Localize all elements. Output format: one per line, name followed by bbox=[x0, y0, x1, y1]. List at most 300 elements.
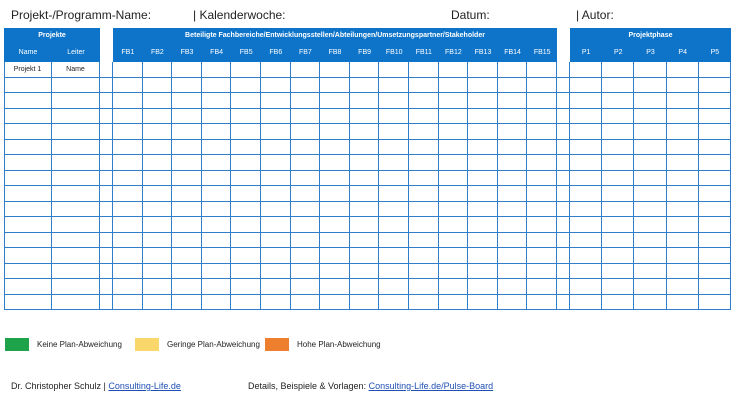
department-status-cell[interactable] bbox=[498, 171, 528, 187]
department-status-cell[interactable] bbox=[468, 93, 498, 109]
project-name-cell[interactable] bbox=[4, 233, 52, 249]
department-status-cell[interactable] bbox=[202, 155, 232, 171]
department-status-cell[interactable] bbox=[143, 217, 173, 233]
phase-status-cell[interactable] bbox=[634, 155, 666, 171]
phase-status-cell[interactable] bbox=[634, 109, 666, 125]
department-status-cell[interactable] bbox=[350, 109, 380, 125]
department-status-cell[interactable] bbox=[320, 264, 350, 280]
phase-status-cell[interactable] bbox=[602, 186, 634, 202]
department-status-cell[interactable] bbox=[350, 233, 380, 249]
phase-status-cell[interactable] bbox=[634, 202, 666, 218]
department-status-cell[interactable] bbox=[113, 109, 143, 125]
phase-status-cell[interactable] bbox=[667, 93, 699, 109]
phase-status-cell[interactable] bbox=[634, 248, 666, 264]
department-status-cell[interactable] bbox=[350, 279, 380, 295]
phase-status-cell[interactable] bbox=[602, 62, 634, 78]
department-status-cell[interactable] bbox=[261, 140, 291, 156]
department-status-cell[interactable] bbox=[261, 295, 291, 311]
project-name-cell[interactable] bbox=[4, 186, 52, 202]
department-status-cell[interactable] bbox=[172, 109, 202, 125]
department-status-cell[interactable] bbox=[202, 279, 232, 295]
department-status-cell[interactable] bbox=[172, 202, 202, 218]
phase-status-cell[interactable] bbox=[667, 109, 699, 125]
phase-status-cell[interactable] bbox=[570, 217, 602, 233]
department-status-cell[interactable] bbox=[350, 264, 380, 280]
phase-status-cell[interactable] bbox=[699, 62, 731, 78]
department-status-cell[interactable] bbox=[379, 264, 409, 280]
project-lead-cell[interactable] bbox=[52, 217, 100, 233]
department-status-cell[interactable] bbox=[291, 155, 321, 171]
department-status-cell[interactable] bbox=[291, 78, 321, 94]
department-status-cell[interactable] bbox=[379, 217, 409, 233]
phase-status-cell[interactable] bbox=[634, 217, 666, 233]
department-status-cell[interactable] bbox=[291, 279, 321, 295]
department-status-cell[interactable] bbox=[350, 124, 380, 140]
department-status-cell[interactable] bbox=[439, 279, 469, 295]
department-status-cell[interactable] bbox=[143, 186, 173, 202]
department-status-cell[interactable] bbox=[320, 202, 350, 218]
phase-status-cell[interactable] bbox=[602, 295, 634, 311]
footer-details-link[interactable]: Consulting-Life.de/Pulse-Board bbox=[368, 381, 494, 391]
phase-status-cell[interactable] bbox=[667, 155, 699, 171]
phase-status-cell[interactable] bbox=[699, 295, 731, 311]
phase-status-cell[interactable] bbox=[634, 279, 666, 295]
department-status-cell[interactable] bbox=[439, 155, 469, 171]
department-status-cell[interactable] bbox=[527, 140, 557, 156]
phase-status-cell[interactable] bbox=[570, 78, 602, 94]
department-status-cell[interactable] bbox=[468, 202, 498, 218]
project-lead-cell[interactable] bbox=[52, 140, 100, 156]
department-status-cell[interactable] bbox=[143, 155, 173, 171]
department-status-cell[interactable] bbox=[291, 93, 321, 109]
department-status-cell[interactable] bbox=[409, 62, 439, 78]
department-status-cell[interactable] bbox=[261, 78, 291, 94]
department-status-cell[interactable] bbox=[113, 279, 143, 295]
department-status-cell[interactable] bbox=[143, 140, 173, 156]
phase-status-cell[interactable] bbox=[602, 264, 634, 280]
department-status-cell[interactable] bbox=[172, 171, 202, 187]
department-status-cell[interactable] bbox=[291, 186, 321, 202]
department-status-cell[interactable] bbox=[468, 264, 498, 280]
department-status-cell[interactable] bbox=[231, 264, 261, 280]
project-name-cell[interactable] bbox=[4, 140, 52, 156]
department-status-cell[interactable] bbox=[498, 124, 528, 140]
department-status-cell[interactable] bbox=[202, 93, 232, 109]
department-status-cell[interactable] bbox=[231, 171, 261, 187]
department-status-cell[interactable] bbox=[143, 171, 173, 187]
department-status-cell[interactable] bbox=[409, 186, 439, 202]
department-status-cell[interactable] bbox=[143, 78, 173, 94]
phase-status-cell[interactable] bbox=[699, 202, 731, 218]
department-status-cell[interactable] bbox=[498, 279, 528, 295]
department-status-cell[interactable] bbox=[439, 295, 469, 311]
phase-status-cell[interactable] bbox=[570, 202, 602, 218]
department-status-cell[interactable] bbox=[261, 279, 291, 295]
phase-status-cell[interactable] bbox=[602, 248, 634, 264]
department-status-cell[interactable] bbox=[439, 233, 469, 249]
department-status-cell[interactable] bbox=[291, 109, 321, 125]
department-status-cell[interactable] bbox=[143, 248, 173, 264]
department-status-cell[interactable] bbox=[439, 248, 469, 264]
project-lead-cell[interactable] bbox=[52, 279, 100, 295]
department-status-cell[interactable] bbox=[113, 295, 143, 311]
department-status-cell[interactable] bbox=[261, 62, 291, 78]
department-status-cell[interactable] bbox=[409, 93, 439, 109]
department-status-cell[interactable] bbox=[527, 93, 557, 109]
department-status-cell[interactable] bbox=[202, 78, 232, 94]
department-status-cell[interactable] bbox=[498, 233, 528, 249]
phase-status-cell[interactable] bbox=[634, 78, 666, 94]
phase-status-cell[interactable] bbox=[570, 295, 602, 311]
department-status-cell[interactable] bbox=[172, 62, 202, 78]
phase-status-cell[interactable] bbox=[602, 78, 634, 94]
department-status-cell[interactable] bbox=[231, 233, 261, 249]
department-status-cell[interactable] bbox=[350, 217, 380, 233]
project-lead-cell[interactable] bbox=[52, 78, 100, 94]
phase-status-cell[interactable] bbox=[667, 202, 699, 218]
department-status-cell[interactable] bbox=[468, 171, 498, 187]
department-status-cell[interactable] bbox=[291, 295, 321, 311]
footer-author-link[interactable]: Consulting-Life.de bbox=[108, 381, 181, 391]
department-status-cell[interactable] bbox=[527, 155, 557, 171]
department-status-cell[interactable] bbox=[143, 233, 173, 249]
phase-status-cell[interactable] bbox=[570, 279, 602, 295]
department-status-cell[interactable] bbox=[527, 78, 557, 94]
department-status-cell[interactable] bbox=[468, 217, 498, 233]
department-status-cell[interactable] bbox=[172, 295, 202, 311]
department-status-cell[interactable] bbox=[409, 155, 439, 171]
phase-status-cell[interactable] bbox=[570, 109, 602, 125]
phase-status-cell[interactable] bbox=[699, 109, 731, 125]
department-status-cell[interactable] bbox=[379, 62, 409, 78]
department-status-cell[interactable] bbox=[439, 202, 469, 218]
department-status-cell[interactable] bbox=[172, 233, 202, 249]
department-status-cell[interactable] bbox=[113, 140, 143, 156]
department-status-cell[interactable] bbox=[291, 124, 321, 140]
department-status-cell[interactable] bbox=[468, 248, 498, 264]
department-status-cell[interactable] bbox=[498, 140, 528, 156]
department-status-cell[interactable] bbox=[320, 124, 350, 140]
phase-status-cell[interactable] bbox=[667, 279, 699, 295]
phase-status-cell[interactable] bbox=[602, 202, 634, 218]
phase-status-cell[interactable] bbox=[667, 186, 699, 202]
department-status-cell[interactable] bbox=[202, 140, 232, 156]
department-status-cell[interactable] bbox=[379, 124, 409, 140]
department-status-cell[interactable] bbox=[439, 186, 469, 202]
phase-status-cell[interactable] bbox=[699, 233, 731, 249]
phase-status-cell[interactable] bbox=[602, 93, 634, 109]
department-status-cell[interactable] bbox=[379, 171, 409, 187]
project-lead-cell[interactable] bbox=[52, 93, 100, 109]
department-status-cell[interactable] bbox=[231, 93, 261, 109]
department-status-cell[interactable] bbox=[498, 217, 528, 233]
department-status-cell[interactable] bbox=[468, 155, 498, 171]
department-status-cell[interactable] bbox=[143, 202, 173, 218]
department-status-cell[interactable] bbox=[231, 109, 261, 125]
department-status-cell[interactable] bbox=[291, 171, 321, 187]
department-status-cell[interactable] bbox=[409, 264, 439, 280]
phase-status-cell[interactable] bbox=[667, 295, 699, 311]
department-status-cell[interactable] bbox=[143, 109, 173, 125]
department-status-cell[interactable] bbox=[143, 62, 173, 78]
department-status-cell[interactable] bbox=[468, 62, 498, 78]
department-status-cell[interactable] bbox=[409, 78, 439, 94]
department-status-cell[interactable] bbox=[320, 78, 350, 94]
department-status-cell[interactable] bbox=[527, 202, 557, 218]
department-status-cell[interactable] bbox=[261, 124, 291, 140]
department-status-cell[interactable] bbox=[439, 140, 469, 156]
department-status-cell[interactable] bbox=[231, 62, 261, 78]
department-status-cell[interactable] bbox=[379, 202, 409, 218]
department-status-cell[interactable] bbox=[409, 279, 439, 295]
department-status-cell[interactable] bbox=[113, 93, 143, 109]
project-name-cell[interactable] bbox=[4, 78, 52, 94]
phase-status-cell[interactable] bbox=[634, 233, 666, 249]
department-status-cell[interactable] bbox=[113, 155, 143, 171]
department-status-cell[interactable] bbox=[468, 233, 498, 249]
phase-status-cell[interactable] bbox=[699, 248, 731, 264]
project-name-cell[interactable] bbox=[4, 279, 52, 295]
department-status-cell[interactable] bbox=[261, 233, 291, 249]
department-status-cell[interactable] bbox=[202, 109, 232, 125]
department-status-cell[interactable] bbox=[143, 93, 173, 109]
phase-status-cell[interactable] bbox=[634, 93, 666, 109]
department-status-cell[interactable] bbox=[113, 186, 143, 202]
department-status-cell[interactable] bbox=[527, 217, 557, 233]
phase-status-cell[interactable] bbox=[699, 155, 731, 171]
phase-status-cell[interactable] bbox=[699, 186, 731, 202]
department-status-cell[interactable] bbox=[291, 233, 321, 249]
phase-status-cell[interactable] bbox=[570, 62, 602, 78]
phase-status-cell[interactable] bbox=[634, 62, 666, 78]
phase-status-cell[interactable] bbox=[667, 233, 699, 249]
department-status-cell[interactable] bbox=[320, 186, 350, 202]
department-status-cell[interactable] bbox=[113, 264, 143, 280]
department-status-cell[interactable] bbox=[379, 248, 409, 264]
department-status-cell[interactable] bbox=[439, 109, 469, 125]
department-status-cell[interactable] bbox=[350, 171, 380, 187]
department-status-cell[interactable] bbox=[350, 248, 380, 264]
department-status-cell[interactable] bbox=[172, 217, 202, 233]
department-status-cell[interactable] bbox=[409, 295, 439, 311]
department-status-cell[interactable] bbox=[261, 264, 291, 280]
phase-status-cell[interactable] bbox=[602, 279, 634, 295]
phase-status-cell[interactable] bbox=[699, 264, 731, 280]
department-status-cell[interactable] bbox=[113, 62, 143, 78]
department-status-cell[interactable] bbox=[231, 140, 261, 156]
department-status-cell[interactable] bbox=[379, 233, 409, 249]
department-status-cell[interactable] bbox=[439, 217, 469, 233]
phase-status-cell[interactable] bbox=[667, 264, 699, 280]
department-status-cell[interactable] bbox=[468, 109, 498, 125]
department-status-cell[interactable] bbox=[409, 171, 439, 187]
project-name-cell[interactable] bbox=[4, 202, 52, 218]
phase-status-cell[interactable] bbox=[667, 171, 699, 187]
department-status-cell[interactable] bbox=[527, 295, 557, 311]
phase-status-cell[interactable] bbox=[570, 248, 602, 264]
department-status-cell[interactable] bbox=[202, 233, 232, 249]
department-status-cell[interactable] bbox=[409, 202, 439, 218]
project-lead-cell[interactable] bbox=[52, 155, 100, 171]
department-status-cell[interactable] bbox=[202, 186, 232, 202]
phase-status-cell[interactable] bbox=[667, 78, 699, 94]
department-status-cell[interactable] bbox=[498, 109, 528, 125]
department-status-cell[interactable] bbox=[409, 248, 439, 264]
department-status-cell[interactable] bbox=[261, 155, 291, 171]
department-status-cell[interactable] bbox=[172, 140, 202, 156]
department-status-cell[interactable] bbox=[409, 233, 439, 249]
department-status-cell[interactable] bbox=[113, 171, 143, 187]
phase-status-cell[interactable] bbox=[634, 124, 666, 140]
department-status-cell[interactable] bbox=[498, 62, 528, 78]
department-status-cell[interactable] bbox=[379, 279, 409, 295]
department-status-cell[interactable] bbox=[409, 140, 439, 156]
department-status-cell[interactable] bbox=[468, 295, 498, 311]
project-name-cell[interactable] bbox=[4, 109, 52, 125]
phase-status-cell[interactable] bbox=[634, 264, 666, 280]
phase-status-cell[interactable] bbox=[602, 124, 634, 140]
department-status-cell[interactable] bbox=[379, 78, 409, 94]
project-name-cell[interactable] bbox=[4, 124, 52, 140]
department-status-cell[interactable] bbox=[291, 248, 321, 264]
project-name-cell[interactable] bbox=[4, 171, 52, 187]
project-lead-cell[interactable] bbox=[52, 171, 100, 187]
department-status-cell[interactable] bbox=[439, 93, 469, 109]
phase-status-cell[interactable] bbox=[634, 140, 666, 156]
phase-status-cell[interactable] bbox=[699, 140, 731, 156]
department-status-cell[interactable] bbox=[261, 248, 291, 264]
department-status-cell[interactable] bbox=[350, 186, 380, 202]
phase-status-cell[interactable] bbox=[699, 217, 731, 233]
department-status-cell[interactable] bbox=[143, 295, 173, 311]
department-status-cell[interactable] bbox=[202, 124, 232, 140]
phase-status-cell[interactable] bbox=[634, 186, 666, 202]
project-lead-cell[interactable] bbox=[52, 109, 100, 125]
project-lead-cell[interactable] bbox=[52, 264, 100, 280]
phase-status-cell[interactable] bbox=[570, 140, 602, 156]
department-status-cell[interactable] bbox=[291, 264, 321, 280]
department-status-cell[interactable] bbox=[320, 109, 350, 125]
department-status-cell[interactable] bbox=[320, 93, 350, 109]
project-lead-cell[interactable] bbox=[52, 248, 100, 264]
department-status-cell[interactable] bbox=[350, 93, 380, 109]
department-status-cell[interactable] bbox=[202, 248, 232, 264]
phase-status-cell[interactable] bbox=[634, 171, 666, 187]
phase-status-cell[interactable] bbox=[570, 233, 602, 249]
phase-status-cell[interactable] bbox=[570, 155, 602, 171]
phase-status-cell[interactable] bbox=[570, 124, 602, 140]
department-status-cell[interactable] bbox=[172, 155, 202, 171]
department-status-cell[interactable] bbox=[320, 233, 350, 249]
department-status-cell[interactable] bbox=[172, 93, 202, 109]
department-status-cell[interactable] bbox=[498, 202, 528, 218]
department-status-cell[interactable] bbox=[231, 124, 261, 140]
department-status-cell[interactable] bbox=[143, 264, 173, 280]
department-status-cell[interactable] bbox=[379, 155, 409, 171]
phase-status-cell[interactable] bbox=[667, 140, 699, 156]
department-status-cell[interactable] bbox=[320, 155, 350, 171]
project-name-cell[interactable] bbox=[4, 295, 52, 311]
department-status-cell[interactable] bbox=[143, 279, 173, 295]
phase-status-cell[interactable] bbox=[667, 62, 699, 78]
phase-status-cell[interactable] bbox=[602, 140, 634, 156]
department-status-cell[interactable] bbox=[409, 109, 439, 125]
department-status-cell[interactable] bbox=[113, 233, 143, 249]
department-status-cell[interactable] bbox=[202, 202, 232, 218]
department-status-cell[interactable] bbox=[409, 217, 439, 233]
department-status-cell[interactable] bbox=[527, 248, 557, 264]
department-status-cell[interactable] bbox=[350, 62, 380, 78]
department-status-cell[interactable] bbox=[439, 124, 469, 140]
project-lead-cell[interactable] bbox=[52, 295, 100, 311]
department-status-cell[interactable] bbox=[202, 264, 232, 280]
department-status-cell[interactable] bbox=[350, 202, 380, 218]
phase-status-cell[interactable] bbox=[570, 93, 602, 109]
department-status-cell[interactable] bbox=[172, 248, 202, 264]
department-status-cell[interactable] bbox=[113, 217, 143, 233]
department-status-cell[interactable] bbox=[202, 62, 232, 78]
phase-status-cell[interactable] bbox=[602, 171, 634, 187]
department-status-cell[interactable] bbox=[202, 217, 232, 233]
department-status-cell[interactable] bbox=[261, 109, 291, 125]
department-status-cell[interactable] bbox=[320, 295, 350, 311]
department-status-cell[interactable] bbox=[527, 264, 557, 280]
department-status-cell[interactable] bbox=[527, 124, 557, 140]
phase-status-cell[interactable] bbox=[602, 217, 634, 233]
phase-status-cell[interactable] bbox=[570, 171, 602, 187]
department-status-cell[interactable] bbox=[172, 186, 202, 202]
phase-status-cell[interactable] bbox=[667, 124, 699, 140]
phase-status-cell[interactable] bbox=[602, 109, 634, 125]
department-status-cell[interactable] bbox=[350, 78, 380, 94]
department-status-cell[interactable] bbox=[231, 78, 261, 94]
project-name-cell[interactable] bbox=[4, 93, 52, 109]
department-status-cell[interactable] bbox=[439, 264, 469, 280]
department-status-cell[interactable] bbox=[468, 186, 498, 202]
department-status-cell[interactable] bbox=[498, 78, 528, 94]
department-status-cell[interactable] bbox=[261, 171, 291, 187]
phase-status-cell[interactable] bbox=[699, 171, 731, 187]
phase-status-cell[interactable] bbox=[570, 264, 602, 280]
department-status-cell[interactable] bbox=[379, 109, 409, 125]
department-status-cell[interactable] bbox=[172, 124, 202, 140]
department-status-cell[interactable] bbox=[498, 295, 528, 311]
phase-status-cell[interactable] bbox=[699, 93, 731, 109]
department-status-cell[interactable] bbox=[172, 264, 202, 280]
department-status-cell[interactable] bbox=[498, 248, 528, 264]
phase-status-cell[interactable] bbox=[667, 217, 699, 233]
project-name-cell[interactable] bbox=[4, 264, 52, 280]
project-lead-cell[interactable] bbox=[52, 233, 100, 249]
department-status-cell[interactable] bbox=[113, 78, 143, 94]
department-status-cell[interactable] bbox=[439, 78, 469, 94]
department-status-cell[interactable] bbox=[527, 62, 557, 78]
department-status-cell[interactable] bbox=[261, 93, 291, 109]
department-status-cell[interactable] bbox=[379, 140, 409, 156]
project-name-cell[interactable]: Projekt 1 bbox=[4, 62, 52, 78]
department-status-cell[interactable] bbox=[320, 140, 350, 156]
department-status-cell[interactable] bbox=[527, 186, 557, 202]
department-status-cell[interactable] bbox=[409, 124, 439, 140]
phase-status-cell[interactable] bbox=[699, 124, 731, 140]
department-status-cell[interactable] bbox=[498, 264, 528, 280]
department-status-cell[interactable] bbox=[261, 186, 291, 202]
department-status-cell[interactable] bbox=[379, 295, 409, 311]
department-status-cell[interactable] bbox=[468, 78, 498, 94]
department-status-cell[interactable] bbox=[143, 124, 173, 140]
department-status-cell[interactable] bbox=[527, 171, 557, 187]
department-status-cell[interactable] bbox=[231, 217, 261, 233]
